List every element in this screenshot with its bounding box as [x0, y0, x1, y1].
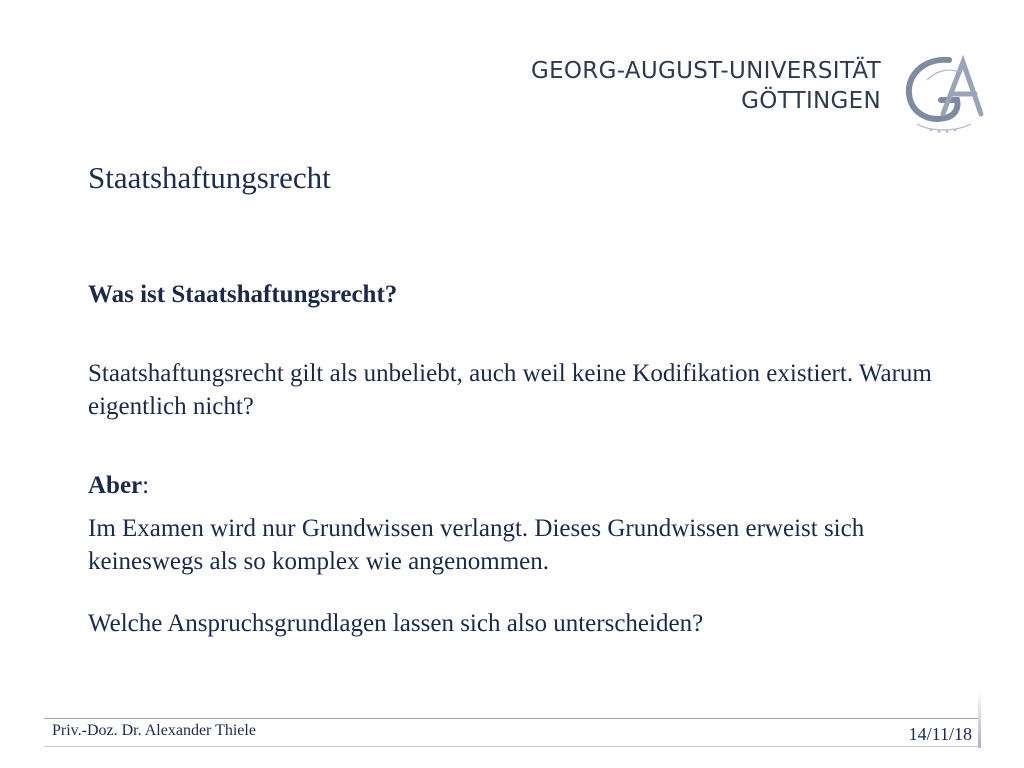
university-seal-icon — [897, 50, 989, 134]
aber-colon: : — [142, 472, 150, 499]
footer-bottom-divider — [44, 746, 980, 747]
question-heading: Was ist Staatshaftungsrecht? — [88, 281, 398, 308]
paragraph-kodifikation: Staatshaftungsrecht gilt als unbeliebt, auch weil keine Kodifikation existiert. Warum eigentlich nicht? — [88, 360, 932, 420]
paragraph-grundwissen: Im Examen wird nur Grundwissen verlangt. Dieses Grundwissen erweist sich keineswegs als so komplex wie angenommen. — [88, 515, 865, 575]
footer-accent-bar — [978, 690, 981, 748]
slide-content — [88, 278, 958, 640]
footer-date: 14/11/18 — [908, 724, 972, 744]
university-name-line1: GEORG-AUGUST-UNIVERSITÄT — [530, 58, 881, 84]
aber-label: Aber — [88, 472, 143, 499]
aber-line — [88, 469, 958, 502]
university-name-line2: GÖTTINGEN — [741, 88, 881, 114]
university-name — [531, 56, 881, 116]
paragraph-anspruchsgrundlagen: Welche Anspruchsgrundlagen lassen sich also unterscheiden? — [88, 610, 704, 637]
footer-divider — [44, 718, 980, 719]
footer-author: Priv.-Doz. Dr. Alexander Thiele — [52, 722, 256, 739]
slide-title: Staatshaftungsrecht — [88, 160, 331, 195]
